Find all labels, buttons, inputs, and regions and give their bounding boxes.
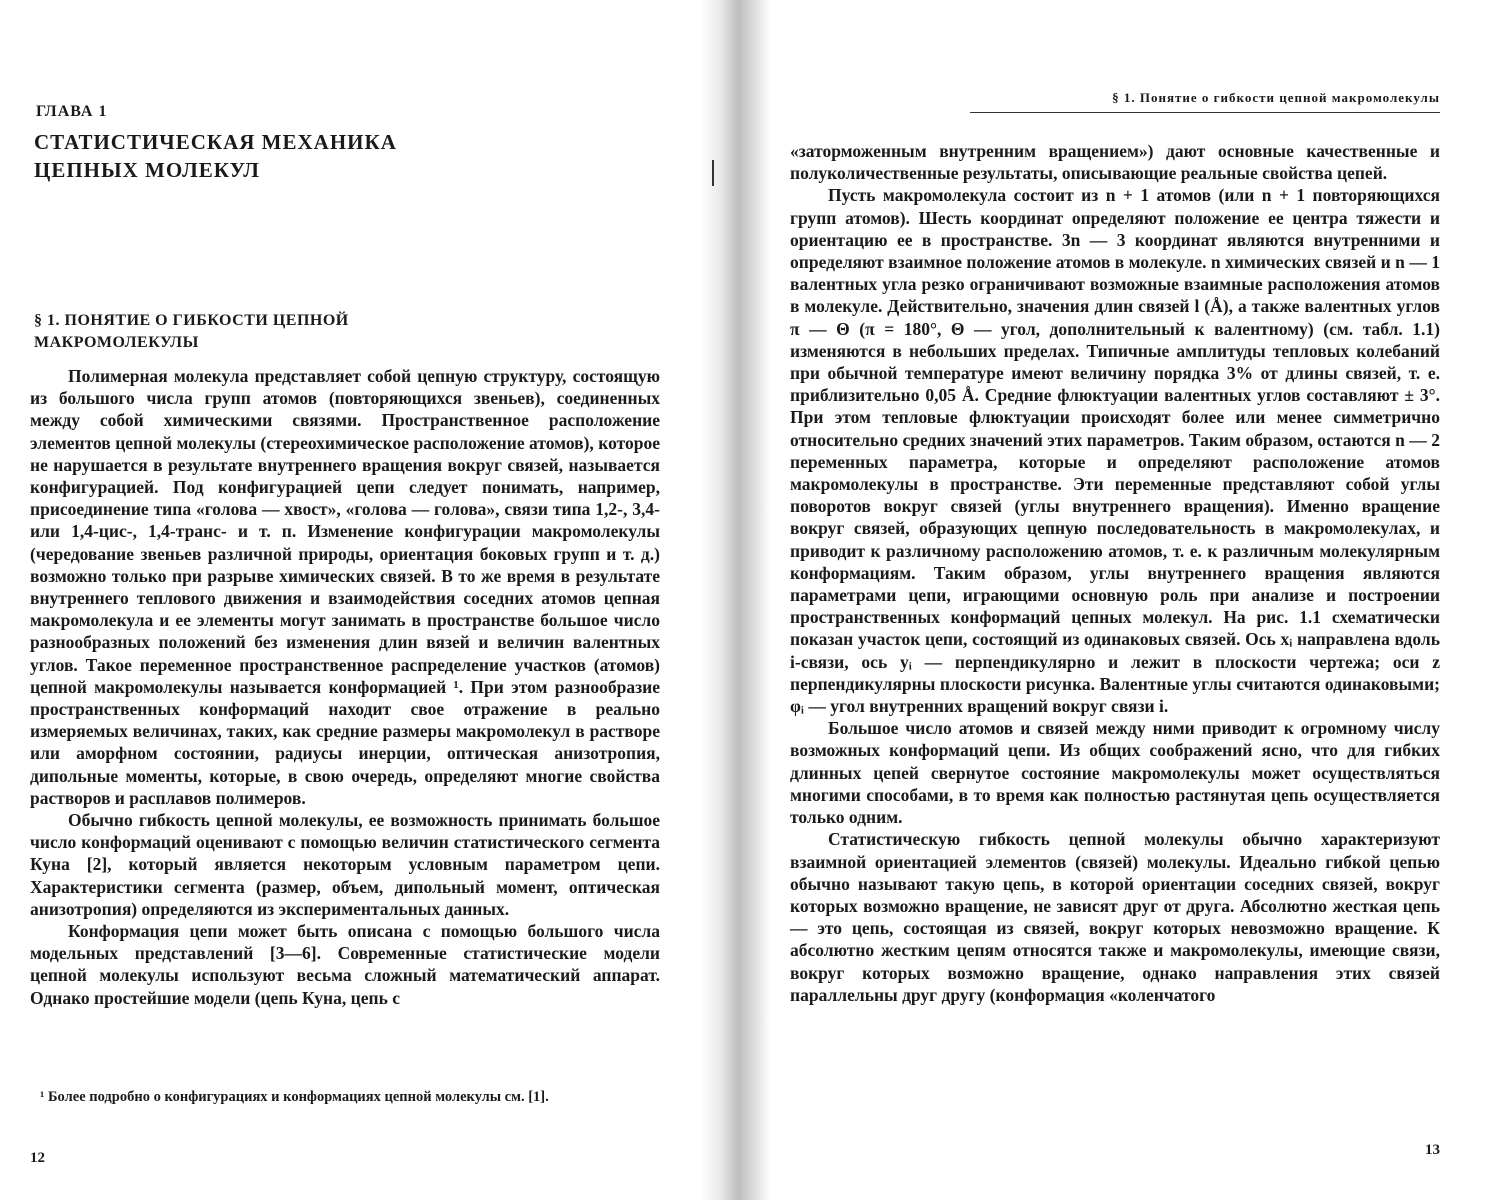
- paragraph: Пусть макромолекула состоит из n + 1 атомов (или n + 1 повторяющихся групп атомов). Шесть координат определяют положение ее центра тяжести и ориентацию ее в пространстве. 3n — 3 координат являются внутренними и определяют взаимное положение атомов в молекуле. n химических связей и n — 1 валентных угла резко ограничивают возможные взаимные расположения атомов в молекуле. Действительно, значения длин связей l (Å), а также валентных углов π — Θ (π = 180°, Θ — угол, дополнительный к валентному) (см. табл. 1.1) изменяются в небольших пределах. Типичные амплитуды тепловых колебаний при обычной температуре имеют величину порядка 3% от длины связей, т. е. приблизительно 0,05 Å. Средние флюктуации валентных углов составляют ± 3°. При этом тепловые флюктуации происходят более или менее симметрично относительно средних значений этих параметров. Таким образом, остаются n — 2 переменных параметра, которые и определяют расположение атомов макромолекулы в пространстве. Эти переменные представляют собой углы поворотов вокруг связей (углы внутреннего вращения). Именно вращение вокруг связей, образующих цепную последовательность в макромолекулах, и приводит к различному расположению атомов, т. е. к различным молекулярным конформациям. Таким образом, углы внутреннего вращения являются параметрами цепи, играющими основную роль при анализе и построении пространственных конформаций цепных молекул. На рис. 1.1 схематически показан участок цепи, состоящий из одинаковых связей. Ось xᵢ направлена вдоль i-связи, ось yᵢ — перпендикулярно и лежит в плоскости чертежа; оси z перпендикулярны плоскости рисунка. Валентные углы считаются одинаковыми; φᵢ — угол внутренних вращений вокруг связи i.: [790, 185, 1440, 717]
- left-body-text: [30, 365, 660, 1009]
- page-number: 13: [1425, 1142, 1440, 1158]
- paragraph: Конформация цепи может быть описана с помощью большого числа модельных представлений [3—6]. Современные статистические модели цепной молекулы используют весьма сложный математический аппарат. Однако простейшие модели (цепь Куна, цепь с: [30, 921, 660, 1008]
- paragraph: Статистическую гибкость цепной молекулы обычно характеризуют взаимной ориентацией элементов (связей) молекулы. Идеально гибкой цепью обычно называют такую цепь, в которой ориентации соседних связей, вокруг которых возможно вращение, не зависят друг от друга. Абсолютно жесткая цепь — это цепь, состоящая из связей, вокруг которых невозможно вращение. К абсолютно жестким цепям относятся также и макромолекулы, имеющие связи, вокруг которых возможно вращение, однако направления этих связей параллельны друг другу (конформация «коленчатого: [790, 829, 1440, 1005]
- paragraph: Полимерная молекула представляет собой цепную структуру, состоящую из большого числа групп атомов (повторяющихся звеньев), соединенных между собой химическими связями. Пространственное расположение элементов цепной молекулы (стереохимическое расположение атомов), которое не нарушается в результате внутреннего вращения вокруг связей, называется конфигурацией. Под конфигурацией цепи следует понимать, например, присоединение типа «голова — хвост», «голова — голова», связи типа 1,2-, 3,4- или 1,4-цис-, 1,4-транс- и т. п. Изменение конфигурации макромолекулы (чередование звеньев различной природы, ориентация боковых групп и т. д.) возможно только при разрыве химических связей. В то же время в результате внутреннего теплового движения и взаимодействия соседних атомов цепная макромолекула и ее элементы могут занимать в пространстве большое число разнообразных положений без изменения длин вязей и величин валентных углов. Такое переменное пространственное распределение участков (атомов) цепной макромолекулы называется конформацией ¹. При этом разнообразие пространственных конформаций находит свое отражение в реально измеряемых величинах, таких, как средние размеры макромолекул в растворе или аморфном состоянии, радиусы инерции, оптическая анизотропия, дипольные моменты, которые, в свою очередь, определяют многие свойства растворов и расплавов полимеров.: [30, 366, 660, 808]
- margin-mark: [712, 160, 714, 186]
- chapter-title: СТАТИСТИЧЕСКАЯ МЕХАНИКА ЦЕПНЫХ МОЛЕКУЛ: [34, 130, 397, 182]
- section-title: § 1. ПОНЯТИЕ О ГИБКОСТИ ЦЕПНОЙ МАКРОМОЛЕКУЛЫ: [34, 312, 349, 351]
- page-number: 12: [30, 1150, 45, 1166]
- book-spine-shadow: [700, 0, 770, 1200]
- right-page: [790, 0, 1440, 1200]
- running-head: § 1. Понятие о гибкости цепной макромолекулы: [970, 90, 1440, 113]
- chapter-label: ГЛАВА 1: [36, 103, 108, 120]
- paragraph: «заторможенным внутренним вращением») дают основные качественные и полуколичественные результаты, описывающие реальные свойства цепей.: [790, 141, 1440, 184]
- footnote: ¹ Более подробно о конфигурациях и конформациях цепной молекулы см. [1].: [40, 1089, 549, 1105]
- paragraph: Большое число атомов и связей между ними приводит к огромному числу возможных конформаций цепи. Из общих соображений ясно, что для гибких длинных цепей свернутое состояние макромолекулы может осуществляться многими способами, в то время как полностью растянутая цепь осуществляется только одним.: [790, 718, 1440, 828]
- paragraph: Обычно гибкость цепной молекулы, ее возможность принимать большое число конформаций оценивают с помощью величин статистического сегмента Куна [2], который является некоторым условным параметром цепи. Характеристики сегмента (размер, объем, дипольный момент, оптическая анизотропия) определяются из экспериментальных данных.: [30, 810, 660, 919]
- left-page: [30, 0, 670, 1200]
- right-body-text: [790, 140, 1440, 1006]
